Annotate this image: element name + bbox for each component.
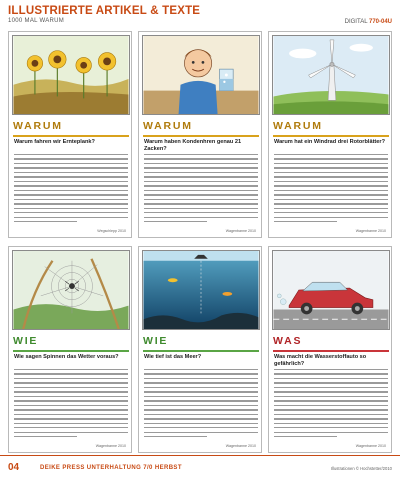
- article-body-text: [274, 154, 388, 232]
- category-divider: [273, 135, 389, 137]
- illustration-deep-sea: [142, 250, 260, 330]
- article-body-text: [144, 369, 258, 447]
- article-card[interactable]: [138, 31, 262, 238]
- illustration-sunflower-field: [12, 35, 130, 115]
- page-subtitle: 1000 MAL WARUM: [8, 18, 65, 24]
- category-divider: [273, 350, 389, 352]
- category-label: WARUM: [13, 120, 63, 132]
- category-divider: [143, 350, 259, 352]
- illustration-hydrogen-car: [272, 250, 390, 330]
- category-label: WIE: [13, 335, 39, 347]
- article-body-text: [14, 369, 128, 447]
- footer-copyright: Illustrationen © Hochstetter/2010: [330, 466, 392, 471]
- article-question: Warum hat ein Windrad drei Rotorblätter?: [274, 139, 386, 145]
- page-footer: [0, 455, 400, 477]
- page-header: [8, 5, 392, 27]
- header-right-label: [345, 19, 392, 25]
- article-body-text: [274, 369, 388, 447]
- article-card[interactable]: [268, 31, 392, 238]
- illustration-wind-turbine: [272, 35, 390, 115]
- article-question: Was macht die Wasserstoffauto so gefährlich?: [274, 354, 367, 367]
- category-label: WIE: [143, 335, 169, 347]
- article-card[interactable]: [8, 246, 132, 453]
- article-card[interactable]: [8, 31, 132, 238]
- illustration-spider-web: [12, 250, 130, 330]
- article-card[interactable]: [138, 246, 262, 453]
- page-number: 04: [8, 462, 20, 473]
- header-digital-label: DIGITAL: [344, 19, 368, 25]
- illustration-credit: Wagenbanne 2010: [95, 444, 126, 448]
- illustration-credit: Wegschlepp 2010: [97, 229, 126, 233]
- category-divider: [143, 135, 259, 137]
- article-question: Wie tief ist das Meer?: [144, 354, 202, 360]
- page-title: ILLUSTRIERTE ARTIKEL & TEXTE: [8, 5, 201, 17]
- article-body-text: [14, 154, 128, 232]
- header-code: 770-04U: [368, 19, 392, 25]
- article-question: Warum fahren wir Ernteplank?: [14, 139, 95, 145]
- illustration-credit: Wagenbanne 2010: [225, 229, 256, 233]
- category-label: WAS: [273, 335, 303, 347]
- article-question: Warum haben Kondenhren genau 21 Zacken?: [144, 139, 242, 152]
- illustration-credit: Wagenbanne 2010: [355, 229, 386, 233]
- article-card[interactable]: [268, 246, 392, 453]
- article-grid: [8, 31, 392, 453]
- article-question: Wie sagen Spinnen das Wetter voraus?: [14, 354, 119, 360]
- category-divider: [13, 135, 129, 137]
- illustration-credit: Wagenbanne 2010: [225, 444, 256, 448]
- illustration-credit: Wagenbanne 2010: [355, 444, 386, 448]
- article-body-text: [144, 154, 258, 232]
- category-label: WARUM: [273, 120, 323, 132]
- illustration-boy-with-glass: [142, 35, 260, 115]
- footer-publisher: DEIKE PRESS UNTERHALTUNG 7/0 HERBST: [40, 465, 182, 471]
- category-label: WARUM: [143, 120, 193, 132]
- category-divider: [13, 350, 129, 352]
